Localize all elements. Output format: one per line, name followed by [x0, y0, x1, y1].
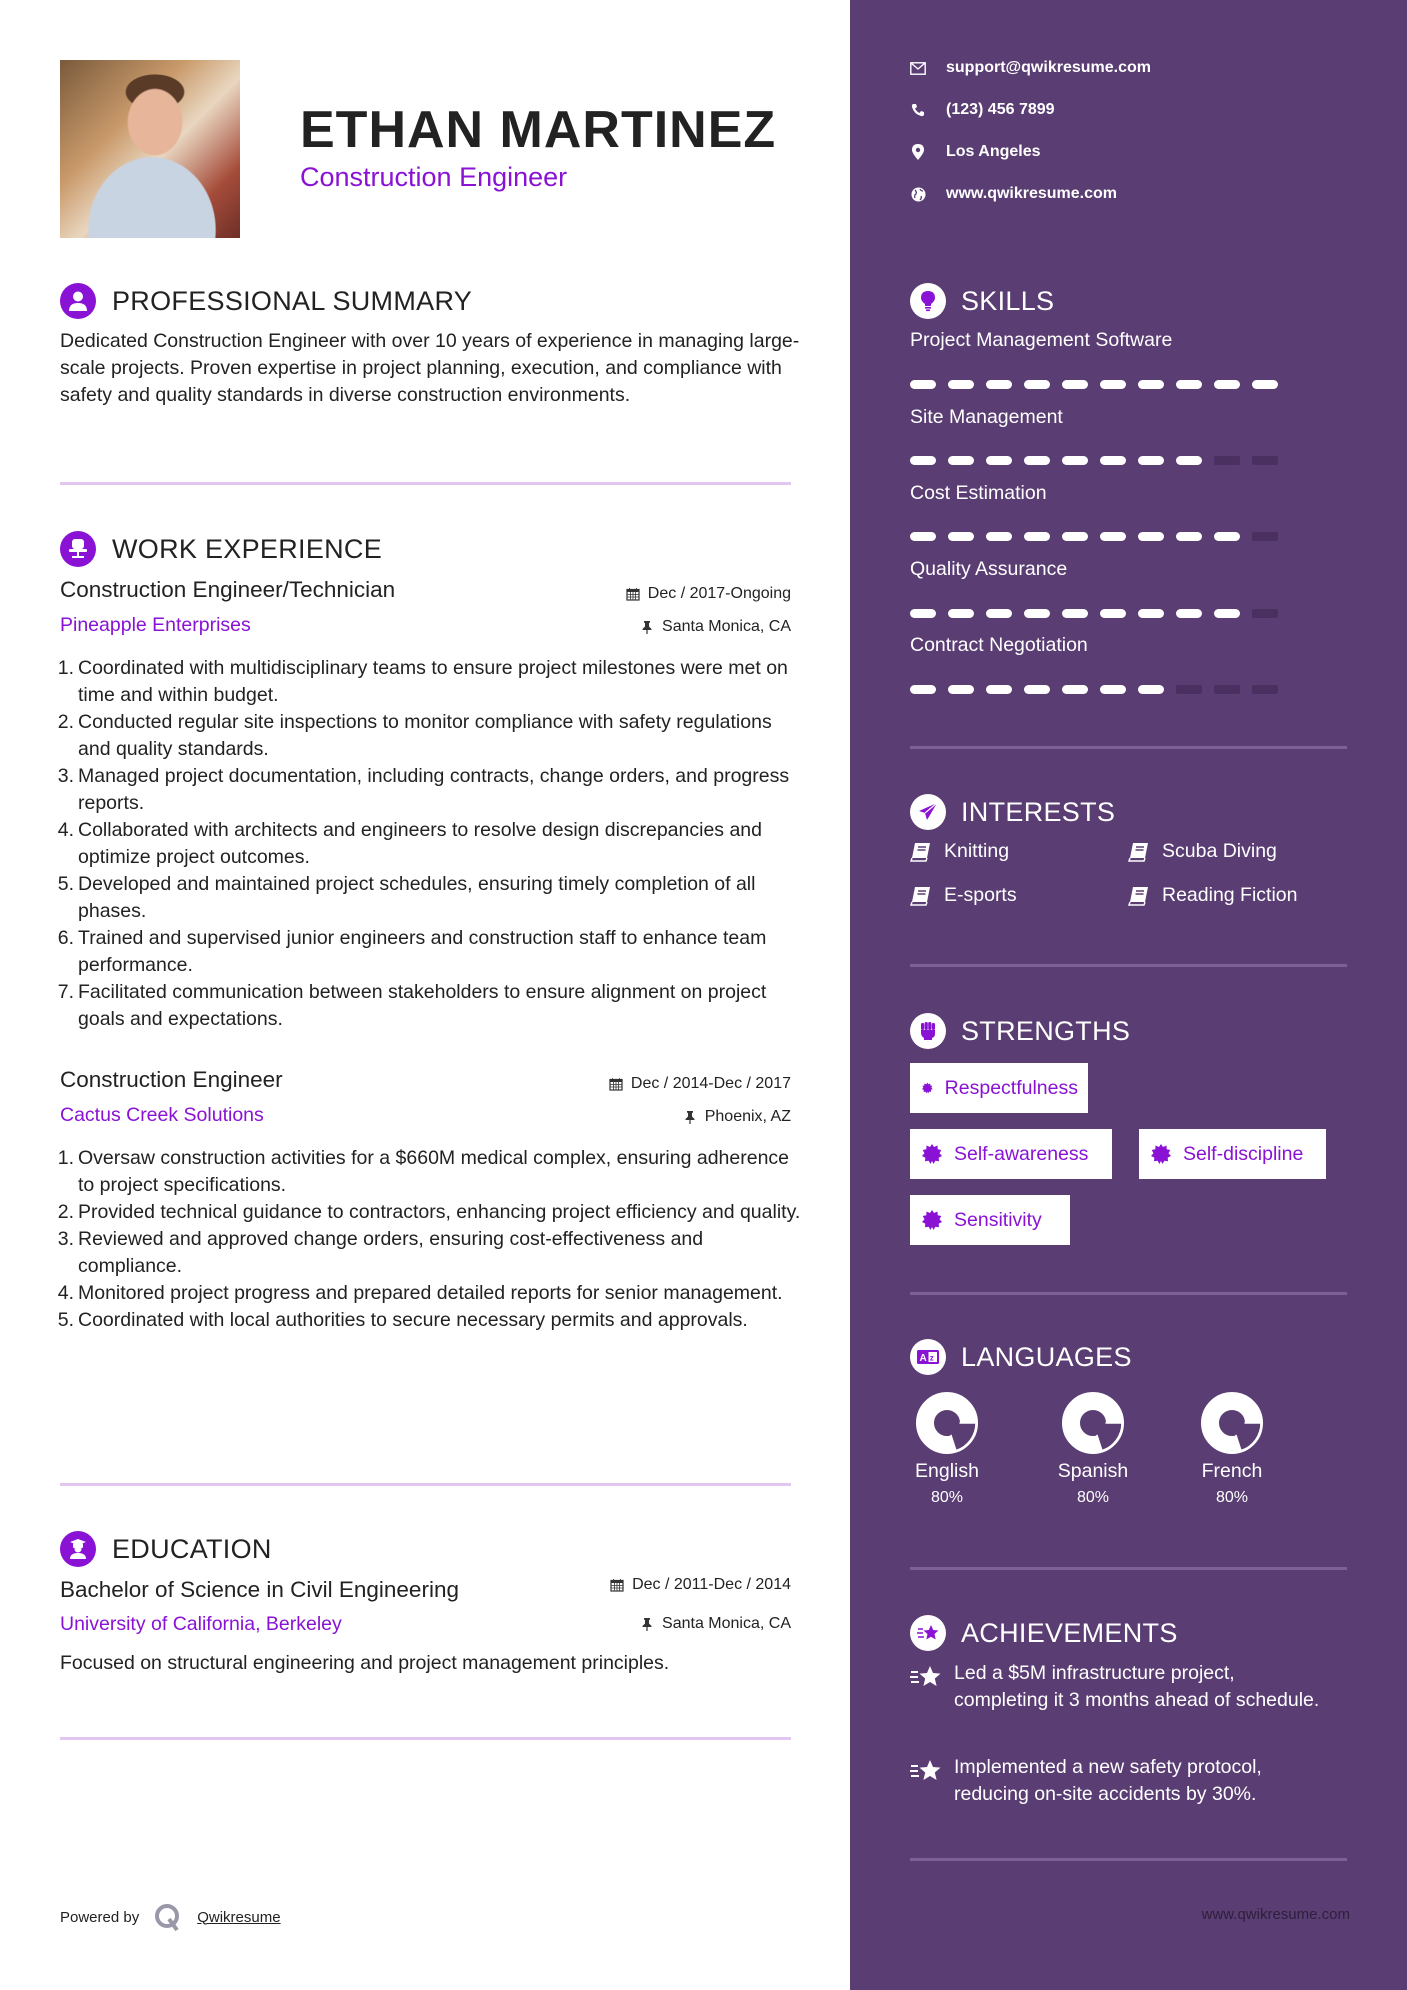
- fist-icon: [910, 1013, 946, 1049]
- divider: [910, 1567, 1347, 1570]
- rating-dash-filled: [986, 456, 1012, 465]
- job-location: [683, 1108, 791, 1126]
- job-location-text: Phoenix, AZ: [704, 1108, 791, 1125]
- interest-item: Scuba Diving: [1128, 840, 1277, 863]
- job-location-text: Santa Monica, CA: [662, 618, 791, 635]
- office-chair-icon: [60, 531, 96, 567]
- job-dates-text: Dec / 2014-Dec / 2017: [630, 1075, 791, 1092]
- rating-dash-filled: [1176, 456, 1202, 465]
- rating-dash-filled: [1024, 685, 1050, 694]
- divider: [60, 482, 791, 485]
- skill-label: Project Management Software: [910, 329, 1173, 351]
- rating-dash-filled: [948, 456, 974, 465]
- strength-tag: Self-awareness: [910, 1129, 1112, 1179]
- contact-website[interactable]: [910, 185, 1117, 203]
- rating-dash-filled: [1176, 609, 1202, 618]
- strengths-heading: STRENGTHS: [961, 1015, 1131, 1046]
- divider: [60, 1737, 791, 1740]
- profile-photo: [60, 60, 240, 238]
- list-item: 4. Monitored project progress and prepared detailed reports for senior management.: [57, 1282, 783, 1304]
- phone-icon: [910, 102, 926, 118]
- job-title: Construction Engineer/Technician: [60, 577, 396, 602]
- skill-rating: [910, 532, 1278, 541]
- summary-heading: PROFESSIONAL SUMMARY: [112, 285, 473, 316]
- strengths-header: [910, 1013, 1130, 1049]
- rating-dash-filled: [948, 532, 974, 541]
- book-icon: [910, 886, 932, 906]
- rating-dash-filled: [910, 685, 936, 694]
- location-text: Los Angeles: [946, 143, 1041, 160]
- divider: [60, 1483, 791, 1486]
- list-item: 6. Trained and supervised junior engineers and construction staff to enhance team performance.: [57, 927, 767, 976]
- list-item: 3. Managed project documentation, including contracts, change orders, and progress reports.: [57, 765, 790, 814]
- skill-rating: [910, 380, 1278, 389]
- envelope-icon: [910, 60, 926, 76]
- job-company: Cactus Creek Solutions: [60, 1104, 264, 1126]
- globe-icon: [910, 186, 926, 202]
- qwikresume-link[interactable]: Qwikresume: [197, 1908, 281, 1926]
- paper-plane-icon: [910, 794, 946, 830]
- rating-dash-filled: [1176, 532, 1202, 541]
- rating-dash-empty: [1214, 685, 1240, 694]
- languages-heading: LANGUAGES: [961, 1341, 1132, 1372]
- skills-heading: SKILLS: [961, 285, 1055, 316]
- badge-icon: [1151, 1144, 1171, 1164]
- rating-dash-empty: [1176, 685, 1202, 694]
- language-donut-chart: [916, 1392, 978, 1454]
- book-icon: [1128, 842, 1150, 862]
- rating-dash-filled: [1100, 685, 1126, 694]
- rating-dash-filled: [1062, 685, 1088, 694]
- achievements-header: [910, 1615, 1178, 1651]
- pushpin-icon: [640, 620, 654, 634]
- contact-location: [910, 143, 1041, 161]
- degree-title: Bachelor of Science in Civil Engineering: [60, 1577, 459, 1602]
- rating-dash-filled: [910, 380, 936, 389]
- interest-item: Reading Fiction: [1128, 884, 1298, 907]
- rating-dash-filled: [1024, 609, 1050, 618]
- education-description: Focused on structural engineering and project management principles.: [60, 1652, 670, 1674]
- website-text: www.qwikresume.com: [946, 185, 1118, 202]
- strength-tag: Respectfulness: [910, 1063, 1088, 1113]
- translate-icon: [910, 1339, 946, 1375]
- job-dates: [626, 585, 791, 603]
- powered-by-label: Powered by: [60, 1908, 140, 1926]
- rating-dash-filled: [986, 380, 1012, 389]
- contact-email[interactable]: [910, 59, 1151, 77]
- list-item: 5. Coordinated with local authorities to secure necessary permits and approvals.: [57, 1309, 748, 1331]
- education-header: [60, 1531, 272, 1567]
- rating-dash-filled: [986, 685, 1012, 694]
- rating-dash-filled: [1024, 380, 1050, 389]
- language-percent: 80%: [1076, 1489, 1110, 1506]
- skill-rating: [910, 685, 1278, 694]
- rating-dash-empty: [1214, 456, 1240, 465]
- language-percent: 80%: [930, 1489, 964, 1506]
- calendar-icon: [610, 1578, 624, 1592]
- list-item: 5. Developed and maintained project schedules, ensuring timely completion of all phases.: [57, 873, 756, 922]
- education-heading: EDUCATION: [112, 1533, 272, 1564]
- rating-dash-filled: [1214, 609, 1240, 618]
- rating-dash-filled: [948, 380, 974, 389]
- job-dates-text: Dec / 2017-Ongoing: [647, 585, 791, 602]
- rating-dash-filled: [948, 685, 974, 694]
- rating-dash-filled: [986, 532, 1012, 541]
- summary-text: Dedicated Construction Engineer with over 10 years of experience in managing large-scale projects. Proven expertise in project planning, execution, and compliance with safety and quality standards in diverse construction environments.: [60, 330, 800, 406]
- achievements-heading: ACHIEVEMENTS: [961, 1617, 1178, 1648]
- rating-dash-filled: [1138, 532, 1164, 541]
- skill-label: Contract Negotiation: [910, 634, 1088, 656]
- shooting-star-icon: [910, 1754, 944, 1808]
- language-item: [892, 1392, 1002, 1507]
- rating-dash-filled: [1252, 380, 1278, 389]
- divider: [910, 746, 1347, 749]
- school-name: University of California, Berkeley: [60, 1613, 342, 1635]
- language-percent: 80%: [1215, 1489, 1249, 1506]
- list-item: 4. Collaborated with architects and engineers to resolve design discrepancies and optimize project outcomes.: [57, 819, 762, 868]
- calendar-icon: [626, 587, 640, 601]
- interests-header: [910, 794, 1115, 830]
- rating-dash-filled: [1138, 380, 1164, 389]
- rating-dash-filled: [1214, 380, 1240, 389]
- list-item: 7. Facilitated communication between stakeholders to ensure alignment on project goals and expectations.: [57, 981, 767, 1030]
- rating-dash-filled: [948, 609, 974, 618]
- interest-item: E-sports: [910, 884, 1017, 907]
- achievement-item: Implemented a new safety protocol, reducing on-site accidents by 30%.: [910, 1754, 1330, 1808]
- divider: [910, 1858, 1347, 1861]
- badge-icon: [922, 1078, 933, 1098]
- skill-label: Cost Estimation: [910, 482, 1047, 504]
- list-item: 1. Oversaw construction activities for a $660M medical complex, ensuring adherence to project specifications.: [57, 1147, 790, 1196]
- education-location-text: Santa Monica, CA: [662, 1615, 791, 1632]
- rating-dash-empty: [1252, 685, 1278, 694]
- shooting-star-icon: [910, 1660, 944, 1714]
- badge-icon: [922, 1144, 942, 1164]
- skill-label: Site Management: [910, 406, 1063, 428]
- language-donut-chart: [1062, 1392, 1124, 1454]
- book-icon: [1128, 886, 1150, 906]
- list-item: 2. Conducted regular site inspections to monitor compliance with safety regulations and quality standards.: [57, 711, 772, 760]
- rating-dash-filled: [986, 609, 1012, 618]
- qwikresume-logo-icon: [153, 1902, 183, 1932]
- list-item: 1. Coordinated with multidisciplinary teams to ensure project milestones were met on time and within budget.: [57, 657, 788, 706]
- education-dates: [610, 1576, 791, 1594]
- interest-item: Knitting: [910, 840, 1009, 863]
- svg-text:z: z: [929, 1353, 934, 1363]
- divider: [910, 1292, 1347, 1295]
- rating-dash-filled: [1138, 685, 1164, 694]
- skill-label: Quality Assurance: [910, 558, 1068, 580]
- graduate-icon: [60, 1531, 96, 1567]
- contact-phone[interactable]: [910, 101, 1055, 119]
- rating-dash-filled: [910, 532, 936, 541]
- rating-dash-empty: [1252, 532, 1278, 541]
- phone-text: (123) 456 7899: [946, 101, 1055, 118]
- footer-website[interactable]: www.qwikresume.com: [1201, 1906, 1350, 1923]
- language-name: French: [1201, 1460, 1263, 1482]
- summary-header: [60, 283, 472, 319]
- rating-dash-filled: [1100, 532, 1126, 541]
- skills-header: [910, 283, 1054, 319]
- rating-dash-empty: [1252, 456, 1278, 465]
- languages-header: [910, 1339, 1132, 1375]
- strength-tag: Sensitivity: [910, 1195, 1070, 1245]
- skill-rating: [910, 456, 1278, 465]
- language-item: [1177, 1392, 1287, 1507]
- skill-rating: [910, 609, 1278, 618]
- job-bullets: [52, 1145, 802, 1334]
- book-icon: [910, 842, 932, 862]
- map-marker-icon: [910, 144, 926, 160]
- email-text: support@qwikresume.com: [946, 59, 1151, 76]
- rating-dash-empty: [1252, 609, 1278, 618]
- list-item: 3. Reviewed and approved change orders, ensuring cost-effectiveness and compliance.: [57, 1228, 704, 1277]
- candidate-name: ETHAN MARTINEZ: [300, 101, 777, 159]
- education-dates-text: Dec / 2011-Dec / 2014: [632, 1576, 791, 1593]
- calendar-icon: [609, 1077, 623, 1091]
- rating-dash-filled: [1214, 532, 1240, 541]
- experience-header: [60, 531, 382, 567]
- strength-tag: Self-discipline: [1139, 1129, 1326, 1179]
- badge-icon: [922, 1210, 942, 1230]
- language-name: Spanish: [1057, 1460, 1129, 1482]
- divider: [910, 964, 1347, 967]
- sidebar: [850, 0, 1407, 1990]
- language-name: English: [915, 1460, 979, 1482]
- job-title: Construction Engineer: [60, 1067, 283, 1092]
- job-company: Pineapple Enterprises: [60, 614, 251, 636]
- pushpin-icon: [683, 1110, 697, 1124]
- job-bullets: [52, 655, 802, 1033]
- education-location: [640, 1615, 791, 1633]
- rating-dash-filled: [1100, 609, 1126, 618]
- svg-text:A: A: [919, 1353, 927, 1364]
- user-icon: [60, 283, 96, 319]
- job-dates: [609, 1075, 791, 1093]
- experience-heading: WORK EXPERIENCE: [112, 533, 383, 564]
- shooting-star-icon: [910, 1615, 946, 1651]
- candidate-title: Construction Engineer: [300, 162, 568, 192]
- rating-dash-filled: [1138, 456, 1164, 465]
- rating-dash-filled: [1100, 380, 1126, 389]
- rating-dash-filled: [910, 609, 936, 618]
- interests-heading: INTERESTS: [961, 796, 1116, 827]
- lightbulb-icon: [910, 283, 946, 319]
- achievement-item: Led a $5M infrastructure project, completing it 3 months ahead of schedule.: [910, 1660, 1330, 1714]
- rating-dash-filled: [1062, 609, 1088, 618]
- language-donut-chart: [1201, 1392, 1263, 1454]
- language-item: [1038, 1392, 1148, 1507]
- rating-dash-filled: [910, 456, 936, 465]
- pushpin-icon: [640, 1617, 654, 1631]
- rating-dash-filled: [1100, 456, 1126, 465]
- rating-dash-filled: [1062, 456, 1088, 465]
- list-item: 2. Provided technical guidance to contractors, enhancing project efficiency and quality.: [57, 1201, 801, 1223]
- rating-dash-filled: [1176, 380, 1202, 389]
- rating-dash-filled: [1138, 609, 1164, 618]
- rating-dash-filled: [1062, 380, 1088, 389]
- powered-by: [60, 1902, 281, 1932]
- job-location: [640, 618, 791, 636]
- rating-dash-filled: [1024, 456, 1050, 465]
- rating-dash-filled: [1062, 532, 1088, 541]
- rating-dash-filled: [1024, 532, 1050, 541]
